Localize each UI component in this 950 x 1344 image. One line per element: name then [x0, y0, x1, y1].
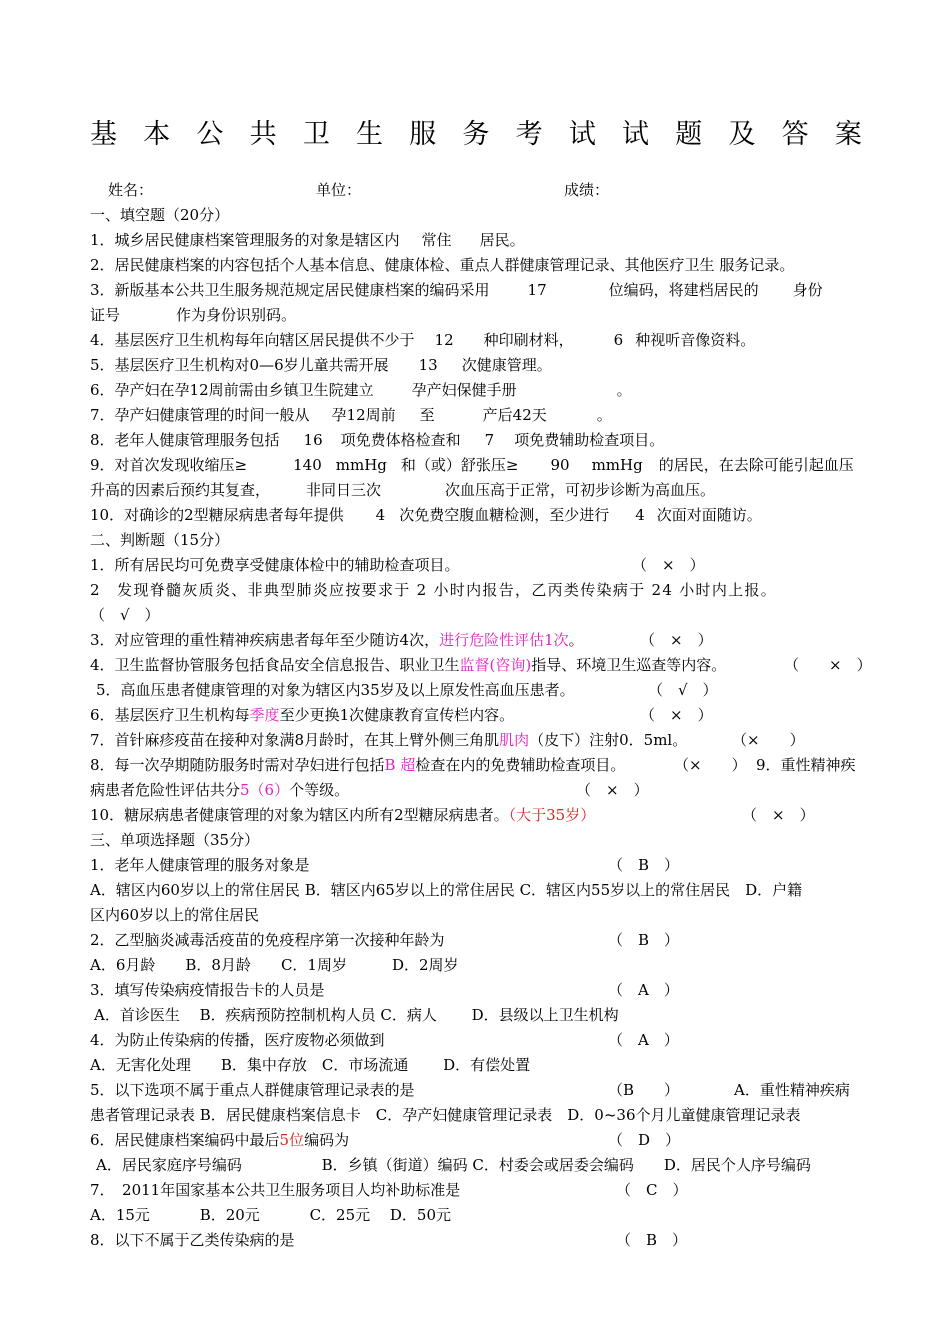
choice-question: 2．乙型脑炎减毒活疫苗的免疫程序第一次接种年龄为 （ B ） — [90, 931, 680, 949]
fill-question: 7．孕产妇健康管理的时间一般从 孕12周前 至 产后42天 。 — [90, 406, 612, 424]
fill-question: 4．基层医疗卫生机构每年向辖区居民提供不少于 12 种印刷材料， 6 种视听音像资料。 — [90, 331, 756, 349]
title-char: 本 — [143, 119, 171, 150]
choice-options: A．6月龄 B．8月龄 C．1周岁 D．2周岁 — [90, 956, 459, 974]
judge-question: 3．对应管理的重性精神疾病患者每年至少随访4次，进行危险性评估1次。 （ × ） — [90, 631, 713, 649]
answer: （ B ） — [616, 1231, 688, 1249]
judge-question: 7．首针麻疹疫苗在接种对象满8月龄时，在其上臂外侧三角肌肌肉（皮下）注射0．5ml。 （× ） — [90, 731, 805, 749]
choice-options: A．首诊医生 B．疾病预防控制机构人员 C．病人 D．县级以上卫生机构 — [94, 1006, 619, 1024]
fill-question: 1．城乡居民健康档案管理服务的对象是辖区内 常住 居民。 — [90, 231, 525, 249]
answer: （ √ ） — [648, 681, 718, 699]
fill-question: 2．居民健康档案的内容包括个人基本信息、健康体检、重点人群健康管理记录、其他医疗卫生 服务记录。 — [90, 256, 795, 274]
fill-question: 升高的因素后预约其复查， 非同日三次 次血压高于正常，可初步诊断为高血压。 — [90, 481, 716, 499]
answer: （ A ） — [608, 1031, 679, 1049]
title-char: 服 — [409, 119, 437, 150]
title-char: 卫 — [302, 119, 330, 150]
judge-question: 8．每一次孕期随防服务时需对孕妇进行包括B 超检查在内的免费辅助检查项目。 （× ） 9．重性精神疾 — [90, 756, 856, 774]
answer: （ × ） — [784, 656, 872, 674]
answer: （ C ） — [616, 1181, 688, 1199]
fill-question: 9．对首次发现收缩压≥ 140 mmHg 和（或）舒张压≥ 90 mmHg 的居民，在去除可能引起血压 — [90, 456, 854, 474]
title-char: 答 — [781, 119, 809, 150]
answer: （ × ） — [742, 806, 815, 824]
judge-question — [90, 605, 862, 625]
fill-question: 10．对确诊的2型糖尿病患者每年提供 4 次免费空腹血糖检测，至少进行 4 次面对面随访。 — [90, 506, 762, 524]
title-char: 及 — [728, 119, 756, 150]
answer: （ × ） — [640, 706, 713, 724]
page-title — [90, 112, 862, 151]
choice-options: 区内60岁以上的常住居民 — [90, 906, 260, 924]
title-char: 试 — [568, 119, 596, 150]
title-char: 公 — [196, 119, 224, 150]
choice-options: A．辖区内60岁以上的常住居民 B．辖区内65岁以上的常住居民 C．辖区内55岁以上的常住居民 D．户籍 — [90, 881, 803, 899]
answer: （ B ） — [608, 931, 680, 949]
fill-question: 证号 作为身份识别码。 — [90, 306, 297, 324]
judge-question: 4．卫生监督协管服务包括食品安全信息报告、职业卫生监督(咨询)指导、环境卫生巡查等内容。 （ × ） — [90, 656, 872, 674]
score-label: 成绩： — [564, 181, 610, 199]
judge-question: 6．基层医疗卫生机构每季度至少更换1次健康教育宣传栏内容。 （ × ） — [90, 706, 713, 724]
section-heading: 一、填空题（20分） — [90, 206, 230, 224]
choice-question: 6．居民健康档案编码中最后5位编码为 （ D ） — [90, 1131, 681, 1149]
unit-label: 单位： — [316, 181, 362, 199]
title-char: 生 — [356, 119, 384, 150]
choice-question: 3．填写传染病疫情报告卡的人员是 （ A ） — [90, 981, 679, 999]
title-char: 试 — [622, 119, 650, 150]
answer: （ D ） — [608, 1131, 681, 1149]
judge-question: 病患者危险性评估共分5（6）个等级。 （ × ） — [90, 781, 649, 799]
info-row — [90, 180, 862, 200]
title-char: 共 — [249, 119, 277, 150]
answer: （ × ） — [576, 781, 649, 799]
title-char: 基 — [90, 119, 117, 150]
fill-question: 3．新版基本公共卫生服务规范规定居民健康档案的编码采用 17 位编码，将建档居民的 身份 — [90, 281, 823, 299]
title-char: 案 — [834, 119, 862, 150]
judge-question: 1．所有居民均可免费享受健康体检中的辅助检查项目。 （ × ） — [90, 556, 705, 574]
choice-question: 1．老年人健康管理的服务对象是 （ B ） — [90, 856, 680, 874]
answer: （B ） — [608, 1081, 680, 1099]
choice-question: 5．以下选项不属于重点人群健康管理记录表的是 （B ） A．重性精神疾病 — [90, 1081, 850, 1099]
choice-question: 4．为防止传染病的传播，医疗废物必须做到 （ A ） — [90, 1031, 679, 1049]
answer: （× ） — [674, 756, 747, 774]
choice-options: A．无害化处理 B．集中存放 C．市场流通 D．有偿处置 — [90, 1056, 531, 1074]
choice-question: 8．以下不属于乙类传染病的是 （ B ） — [90, 1231, 688, 1249]
choice-options: A．居民家庭序号编码 B．乡镇（街道）编码 C．村委会或居委会编码 D．居民个人序号编码 — [96, 1156, 811, 1174]
section-heading: 三、单项选择题（35分） — [90, 831, 260, 849]
choice-question: 7． 2011年国家基本公共卫生服务项目人均补助标准是 （ C ） — [90, 1181, 688, 1199]
judge-question: 2 发现脊髓灰质炎、非典型肺炎应按要求于 2 小时内报告，乙丙类传染病于 24 小时内上报。 — [90, 581, 778, 599]
section-heading: 二、判断题（15分） — [90, 531, 230, 549]
answer: （ × ） — [632, 556, 705, 574]
judge-question: 10．糖尿病患者健康管理的对象为辖区内所有2型糖尿病患者。（大于35岁） （ × ） — [90, 806, 815, 824]
title-char: 题 — [675, 119, 703, 150]
answer: （ √ ） — [90, 606, 160, 624]
title-char: 考 — [515, 119, 543, 150]
name-label: 姓名： — [108, 181, 154, 199]
answer: （ A ） — [608, 981, 679, 999]
title-char: 务 — [462, 119, 490, 150]
fill-question: 8．老年人健康管理服务包括 16 项免费体格检查和 7 项免费辅助检查项目。 — [90, 431, 665, 449]
answer: （× ） — [732, 731, 805, 749]
judge-question: 5．高血压患者健康管理的对象为辖区内35岁及以上原发性高血压患者。 （ √ ） — [96, 681, 718, 699]
choice-options: 患者管理记录表 B．居民健康档案信息卡 C．孕产妇健康管理记录表 D．0~36个月儿童健康管理记录表 — [90, 1106, 801, 1124]
fill-question: 6．孕产妇在孕12周前需由乡镇卫生院建立 孕产妇保健手册 。 — [90, 381, 632, 399]
fill-question: 5．基层医疗卫生机构对0—6岁儿童共需开展 13 次健康管理。 — [90, 356, 552, 374]
choice-options: A．15元 B．20元 C．25元 D．50元 — [90, 1206, 452, 1224]
answer: （ × ） — [640, 631, 713, 649]
answer: （ B ） — [608, 856, 680, 874]
